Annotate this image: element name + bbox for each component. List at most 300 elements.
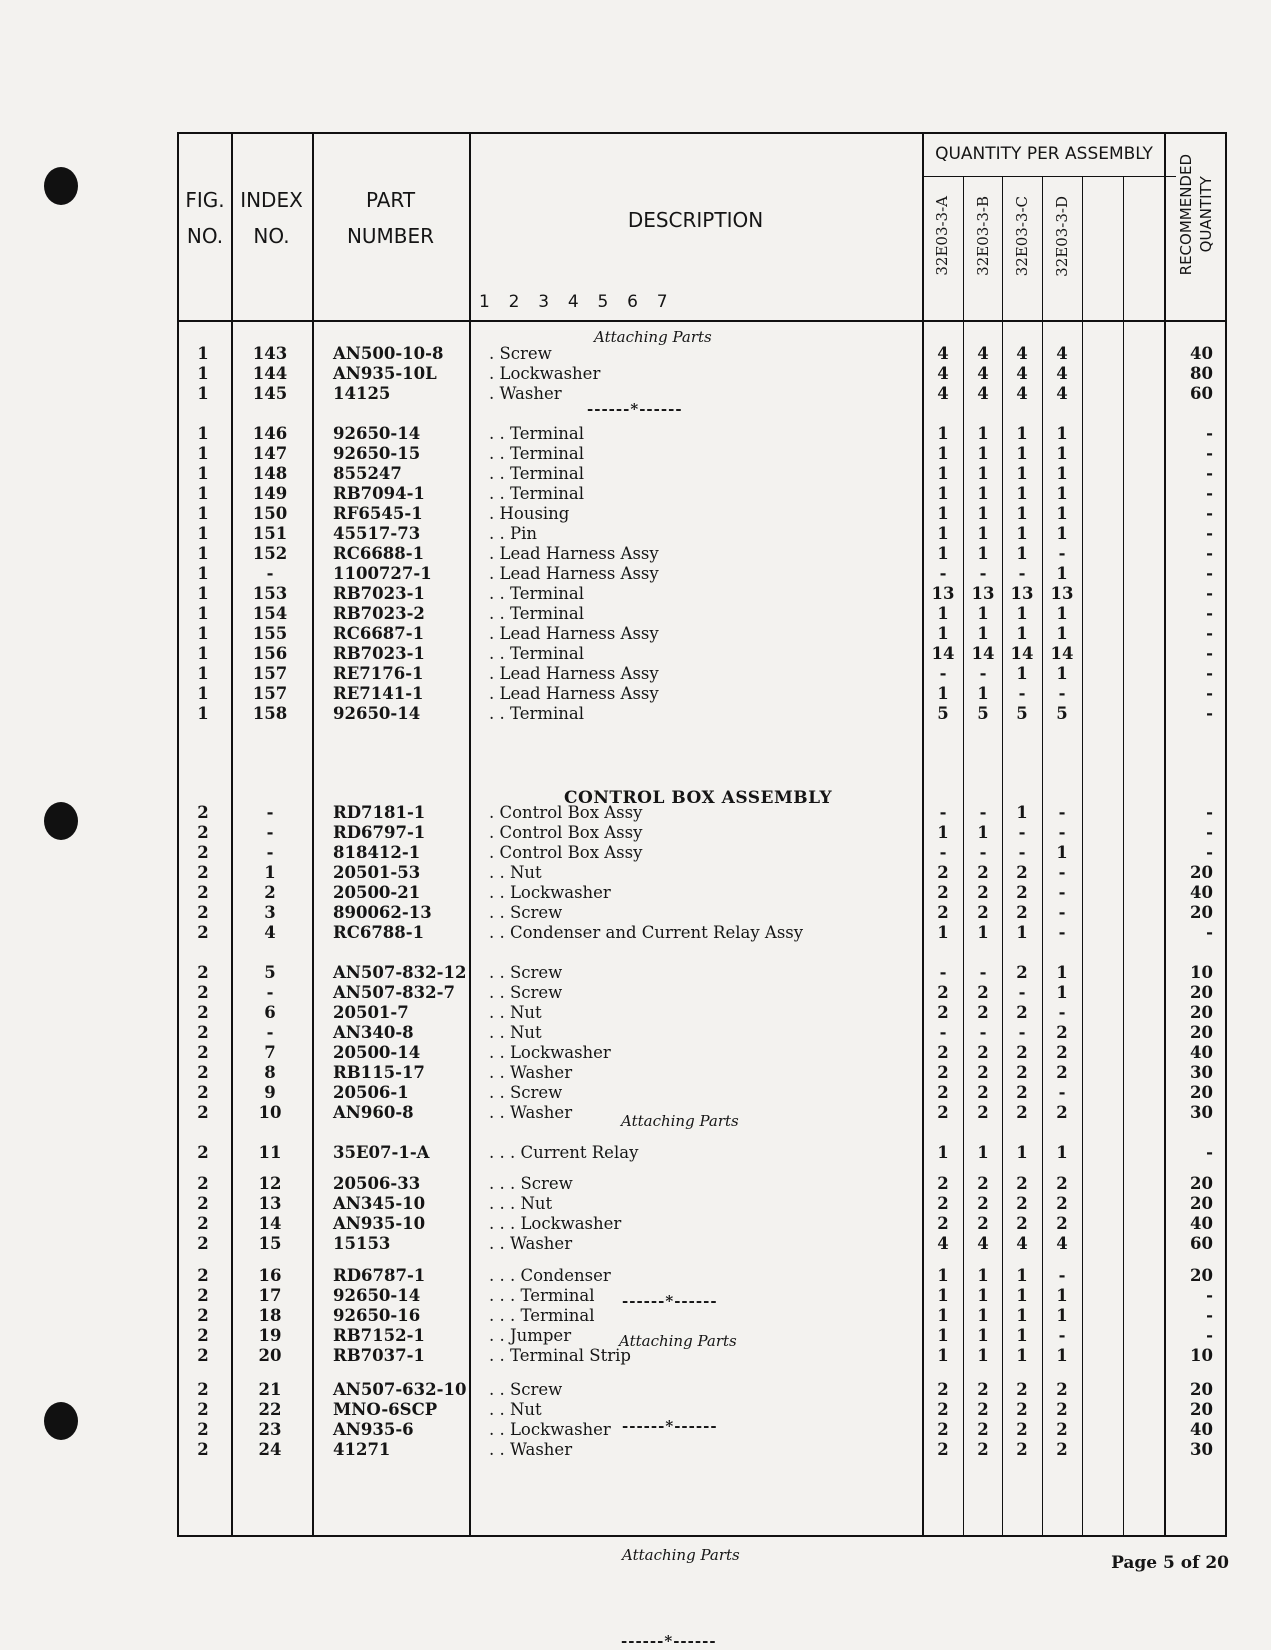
quantity-cell: 2 [977, 1174, 989, 1193]
description-cell: . . . Condenser [489, 1266, 611, 1285]
quantity-cell: - [1058, 903, 1066, 922]
quantity-cell: - [1058, 863, 1066, 882]
part-number-cell: 20500-14 [333, 1043, 421, 1062]
quantity-cell: 1 [977, 424, 989, 443]
quantity-cell: 1 [977, 444, 989, 463]
fig-no-cell: 2 [197, 1380, 209, 1399]
quantity-cell: - [1018, 684, 1026, 703]
recommended-quantity-cell: - [1206, 1326, 1213, 1345]
fig-no-cell: 2 [197, 963, 209, 982]
description-cell: . . Washer [489, 1440, 573, 1459]
part-number-cell: AN500-10-8 [333, 344, 444, 363]
recommended-quantity-cell: - [1206, 504, 1213, 523]
index-no-cell: 145 [252, 384, 288, 403]
part-number-cell: RD6787-1 [333, 1266, 426, 1285]
punch-hole-top [44, 167, 78, 205]
quantity-cell: 2 [937, 1440, 949, 1459]
quantity-cell: 2 [937, 1103, 949, 1122]
recommended-quantity-cell: - [1206, 484, 1213, 503]
part-number-cell: RC6688-1 [333, 544, 425, 563]
quantity-cell: 1 [1056, 1143, 1068, 1162]
quantity-cell: 1 [1016, 1286, 1028, 1305]
recommended-quantity-cell: - [1206, 803, 1213, 822]
header-index-no: INDEX NO. [240, 188, 303, 248]
description-cell: . . . Lockwasher [489, 1214, 622, 1233]
fig-no-cell: 2 [197, 1194, 209, 1213]
quantity-cell: 2 [1056, 1420, 1068, 1439]
fig-no-cell: 2 [197, 1174, 209, 1193]
part-number-cell: 92650-15 [333, 444, 421, 463]
quantity-cell: 2 [977, 883, 989, 902]
description-cell: . . Jumper [489, 1326, 572, 1345]
description-cell: . . Terminal [489, 464, 585, 483]
table-row [179, 584, 1225, 604]
quantity-cell: 1 [977, 1143, 989, 1162]
quantity-cell: - [939, 1023, 947, 1042]
index-no-cell: 156 [252, 644, 288, 663]
description-cell: . . . Terminal [489, 1306, 595, 1325]
quantity-cell: 4 [977, 384, 989, 403]
quantity-cell: 14 [931, 644, 955, 663]
description-cell: . . Screw [489, 983, 563, 1002]
description-cell: . . Lockwasher [489, 1043, 611, 1062]
part-number-cell: RB7023-1 [333, 584, 425, 603]
index-no-cell: 149 [252, 484, 288, 503]
quantity-cell: 1 [977, 464, 989, 483]
quantity-cell: - [1018, 983, 1026, 1002]
quantity-cell: 2 [1056, 1063, 1068, 1082]
description-cell: . . Terminal [489, 444, 585, 463]
table-row [179, 983, 1225, 1003]
quantity-cell: 1 [937, 424, 949, 443]
recommended-quantity-cell: - [1206, 624, 1213, 643]
recommended-quantity-cell: 20 [1190, 1380, 1213, 1399]
quantity-cell: 1 [977, 1346, 989, 1365]
header-indent-levels: 1 2 3 4 5 6 7 [479, 292, 668, 312]
quantity-cell: 1 [1016, 604, 1028, 623]
quantity-cell: 1 [1056, 504, 1068, 523]
index-no-cell: 143 [252, 344, 288, 363]
quantity-cell: 2 [977, 1194, 989, 1213]
recommended-quantity-cell: 20 [1190, 1266, 1213, 1285]
index-no-cell: - [266, 983, 274, 1002]
recommended-quantity-cell: - [1206, 564, 1213, 583]
quantity-cell: 1 [937, 923, 949, 942]
table-row [179, 823, 1225, 843]
description-cell: . . Terminal Strip [489, 1346, 631, 1365]
quantity-cell: 1 [1056, 983, 1068, 1002]
part-number-cell: RB7023-1 [333, 644, 425, 663]
header-model-b: 32E03-3-B [974, 196, 992, 276]
part-number-cell: MNO-6SCP [333, 1400, 438, 1419]
quantity-cell: 2 [1016, 863, 1028, 882]
quantity-cell: 1 [1056, 963, 1068, 982]
quantity-cell: 2 [977, 1440, 989, 1459]
quantity-cell: 2 [937, 1214, 949, 1233]
quantity-cell: 1 [977, 504, 989, 523]
attaching-parts-label: Attaching Parts [594, 328, 712, 346]
quantity-cell: 1 [1056, 424, 1068, 443]
quantity-cell: 2 [977, 1063, 989, 1082]
recommended-quantity-cell: 10 [1190, 1346, 1213, 1365]
description-cell: . . . Screw [489, 1174, 573, 1193]
quantity-cell: 1 [937, 624, 949, 643]
index-no-cell: 13 [258, 1194, 282, 1213]
quantity-cell: 1 [937, 604, 949, 623]
header-fig-no: FIG. NO. [185, 188, 225, 248]
quantity-cell: 1 [1016, 664, 1028, 683]
table-row [179, 444, 1225, 464]
quantity-cell: 2 [977, 1003, 989, 1022]
table-row [179, 364, 1225, 384]
quantity-cell: - [1058, 1266, 1066, 1285]
part-number-cell: AN507-832-7 [333, 983, 455, 1002]
quantity-cell: 2 [1016, 1194, 1028, 1213]
quantity-cell: 2 [937, 1003, 949, 1022]
quantity-cell: 1 [1016, 1326, 1028, 1345]
index-no-cell: 10 [258, 1103, 282, 1122]
quantity-cell: 2 [1056, 1380, 1068, 1399]
index-no-cell: 22 [258, 1400, 282, 1419]
quantity-cell: 14 [971, 644, 995, 663]
quantity-cell: - [1058, 684, 1066, 703]
index-no-cell: 9 [264, 1083, 276, 1102]
quantity-cell: 2 [937, 1174, 949, 1193]
quantity-cell: 2 [937, 983, 949, 1002]
part-number-cell: 92650-14 [333, 704, 421, 723]
quantity-cell: 1 [937, 1266, 949, 1285]
description-cell: . . Screw [489, 903, 563, 922]
quantity-cell: - [939, 564, 947, 583]
table-row [179, 704, 1225, 724]
quantity-cell: 1 [937, 444, 949, 463]
quantity-cell: 2 [977, 863, 989, 882]
table-row [179, 1306, 1225, 1326]
fig-no-cell: 2 [197, 1143, 209, 1162]
quantity-cell: 1 [937, 1326, 949, 1345]
quantity-cell: 2 [1016, 1174, 1028, 1193]
recommended-quantity-cell: 20 [1190, 1083, 1213, 1102]
table-row [179, 1174, 1225, 1194]
index-no-cell: 14 [258, 1214, 282, 1233]
table-row [179, 424, 1225, 444]
fig-no-cell: 1 [197, 464, 209, 483]
quantity-cell: 5 [977, 704, 989, 723]
quantity-cell: 2 [1056, 1174, 1068, 1193]
index-no-cell: 2 [264, 883, 276, 902]
index-no-cell: 146 [252, 424, 288, 443]
quantity-cell: 1 [937, 484, 949, 503]
quantity-cell: 1 [1016, 504, 1028, 523]
quantity-cell: 4 [977, 1234, 989, 1253]
index-no-cell: 7 [264, 1043, 276, 1062]
part-number-cell: RE7176-1 [333, 664, 424, 683]
quantity-cell: 1 [937, 504, 949, 523]
index-no-cell: 15 [258, 1234, 282, 1253]
description-cell: . . . Terminal [489, 1286, 595, 1305]
index-no-cell: 6 [264, 1003, 276, 1022]
quantity-cell: 13 [931, 584, 955, 603]
quantity-cell: 1 [1016, 424, 1028, 443]
index-no-cell: 3 [264, 903, 276, 922]
index-no-cell: 155 [252, 624, 288, 643]
table-row [179, 803, 1225, 823]
table-row [179, 1023, 1225, 1043]
quantity-cell: 2 [937, 1400, 949, 1419]
table-row [179, 604, 1225, 624]
quantity-cell: 1 [1056, 1346, 1068, 1365]
recommended-quantity-cell: - [1206, 424, 1213, 443]
table-row [179, 1083, 1225, 1103]
recommended-quantity-cell: 30 [1190, 1440, 1213, 1459]
fig-no-cell: 1 [197, 544, 209, 563]
quantity-cell: 2 [977, 1043, 989, 1062]
table-row [179, 843, 1225, 863]
index-no-cell: 16 [258, 1266, 282, 1285]
description-cell: . . Nut [489, 1400, 542, 1419]
table-row [179, 624, 1225, 644]
index-no-cell: 24 [258, 1440, 282, 1459]
fig-no-cell: 2 [197, 883, 209, 902]
recommended-quantity-cell: - [1206, 704, 1213, 723]
recommended-quantity-cell: 30 [1190, 1103, 1213, 1122]
part-number-cell: AN507-632-10 [333, 1380, 467, 1399]
index-no-cell: - [266, 843, 274, 862]
part-number-cell: RB7152-1 [333, 1326, 425, 1345]
recommended-quantity-cell: - [1206, 843, 1213, 862]
quantity-cell: 2 [977, 903, 989, 922]
quantity-cell: 1 [977, 1326, 989, 1345]
quantity-cell: 4 [977, 344, 989, 363]
table-row [179, 1003, 1225, 1023]
fig-no-cell: 1 [197, 664, 209, 683]
quantity-cell: 2 [1016, 1400, 1028, 1419]
index-no-cell: 150 [252, 504, 288, 523]
quantity-cell: 1 [977, 823, 989, 842]
recommended-quantity-cell: - [1206, 464, 1213, 483]
description-cell: . . Washer [489, 1063, 573, 1082]
quantity-cell: 4 [1056, 364, 1068, 383]
index-no-cell: 154 [252, 604, 288, 623]
quantity-cell: 1 [977, 923, 989, 942]
quantity-cell: 5 [1016, 704, 1028, 723]
recommended-quantity-cell: 40 [1190, 1214, 1213, 1233]
quantity-cell: 1 [1056, 664, 1068, 683]
fig-no-cell: 2 [197, 903, 209, 922]
quantity-cell: 1 [1056, 484, 1068, 503]
header-recommended-quantity: RECOMMENDED QUANTITY [1177, 154, 1215, 276]
quantity-cell: 2 [1056, 1214, 1068, 1233]
quantity-cell: 2 [937, 863, 949, 882]
fig-no-cell: 2 [197, 1400, 209, 1419]
description-cell: . Lead Harness Assy [489, 564, 659, 583]
part-number-cell: 92650-16 [333, 1306, 421, 1325]
quantity-cell: 2 [1016, 1043, 1028, 1062]
recommended-quantity-cell: 20 [1190, 1023, 1213, 1042]
quantity-cell: 1 [937, 1346, 949, 1365]
part-number-cell: 20501-53 [333, 863, 421, 882]
recommended-quantity-cell: 60 [1190, 1234, 1213, 1253]
recommended-quantity-cell: 20 [1190, 863, 1213, 882]
quantity-cell: 14 [1050, 644, 1074, 663]
quantity-cell: 1 [1016, 624, 1028, 643]
index-no-cell: 12 [258, 1174, 282, 1193]
description-cell: . Screw [489, 344, 552, 363]
separator-line: ------*------ [622, 1292, 718, 1310]
description-cell: . . Terminal [489, 424, 585, 443]
fig-no-cell: 1 [197, 504, 209, 523]
fig-no-cell: 1 [197, 444, 209, 463]
description-cell: . Control Box Assy [489, 823, 643, 842]
fig-no-cell: 1 [197, 704, 209, 723]
page-number: Page 5 of 20 [1111, 1553, 1229, 1573]
quantity-cell: - [939, 843, 947, 862]
fig-no-cell: 2 [197, 1420, 209, 1439]
description-cell: . . Terminal [489, 644, 585, 663]
quantity-cell: 1 [1056, 624, 1068, 643]
quantity-cell: 1 [937, 684, 949, 703]
part-number-cell: RC6687-1 [333, 624, 425, 643]
quantity-cell: 2 [1016, 1083, 1028, 1102]
part-number-cell: RF6545-1 [333, 504, 423, 523]
quantity-cell: 2 [977, 1400, 989, 1419]
part-number-cell: 45517-73 [333, 524, 421, 543]
recommended-quantity-cell: 20 [1190, 983, 1213, 1002]
header-model-a: 32E03-3-A [933, 196, 951, 276]
quantity-cell: 1 [977, 624, 989, 643]
index-no-cell: 21 [258, 1380, 282, 1399]
part-number-cell: 20506-1 [333, 1083, 409, 1102]
quantity-cell: 2 [1016, 1420, 1028, 1439]
recommended-quantity-cell: - [1206, 664, 1213, 683]
index-no-cell: - [266, 803, 274, 822]
index-no-cell: 157 [252, 684, 288, 703]
quantity-cell: - [979, 1023, 987, 1042]
table-row [179, 863, 1225, 883]
description-cell: . . Nut [489, 1003, 542, 1022]
quantity-cell: 1 [1056, 1286, 1068, 1305]
index-no-cell: 5 [264, 963, 276, 982]
quantity-cell: 1 [1016, 1266, 1028, 1285]
index-no-cell: - [266, 823, 274, 842]
separator-line: ------*------ [622, 1417, 718, 1435]
index-no-cell: 157 [252, 664, 288, 683]
fig-no-cell: 2 [197, 1003, 209, 1022]
quantity-cell: 13 [1010, 584, 1034, 603]
description-cell: . . Condenser and Current Relay Assy [489, 923, 804, 942]
quantity-cell: 1 [977, 524, 989, 543]
quantity-cell: - [1058, 923, 1066, 942]
quantity-cell: - [979, 664, 987, 683]
table-row [179, 1266, 1225, 1286]
quantity-cell: - [1058, 823, 1066, 842]
table-row [179, 1234, 1225, 1254]
quantity-cell: 4 [1056, 1234, 1068, 1253]
separator-line: ------*------ [587, 400, 683, 418]
recommended-quantity-cell: - [1206, 544, 1213, 563]
part-number-cell: 15153 [333, 1234, 391, 1253]
quantity-cell: 2 [937, 1380, 949, 1399]
fig-no-cell: 2 [197, 1023, 209, 1042]
quantity-cell: 5 [1056, 704, 1068, 723]
quantity-cell: 13 [1050, 584, 1074, 603]
part-number-cell: 20501-7 [333, 1003, 409, 1022]
recommended-quantity-cell: - [1206, 524, 1213, 543]
fig-no-cell: 2 [197, 1306, 209, 1325]
quantity-cell: 4 [937, 344, 949, 363]
table-row [179, 1346, 1225, 1366]
index-no-cell: 23 [258, 1420, 282, 1439]
table-row [179, 1194, 1225, 1214]
quantity-cell: 1 [977, 544, 989, 563]
quantity-cell: 4 [1056, 344, 1068, 363]
recommended-quantity-cell: - [1206, 923, 1213, 942]
description-cell: . . Screw [489, 963, 563, 982]
quantity-cell: 1 [1016, 484, 1028, 503]
table-row [179, 1043, 1225, 1063]
quantity-cell: 1 [1056, 444, 1068, 463]
quantity-cell: 2 [1016, 1214, 1028, 1233]
part-number-cell: RC6788-1 [333, 923, 425, 942]
part-number-cell: RD7181-1 [333, 803, 426, 822]
quantity-cell: 2 [937, 883, 949, 902]
quantity-cell: 1 [1056, 1306, 1068, 1325]
fig-no-cell: 2 [197, 1346, 209, 1365]
description-cell: . Control Box Assy [489, 843, 643, 862]
fig-no-cell: 2 [197, 1214, 209, 1233]
separator-line: ------*------ [621, 1632, 717, 1650]
description-cell: . . Lockwasher [489, 1420, 611, 1439]
fig-no-cell: 1 [197, 624, 209, 643]
part-number-cell: 855247 [333, 464, 402, 483]
punch-hole-middle [44, 802, 78, 840]
quantity-cell: - [939, 664, 947, 683]
table-row [179, 903, 1225, 923]
quantity-cell: 4 [1016, 364, 1028, 383]
attaching-parts-label: Attaching Parts [622, 1546, 740, 1564]
index-no-cell: 17 [258, 1286, 282, 1305]
description-cell: . Lockwasher [489, 364, 601, 383]
table-row [179, 1326, 1225, 1346]
fig-no-cell: 2 [197, 983, 209, 1002]
part-number-cell: RB7094-1 [333, 484, 425, 503]
fig-no-cell: 1 [197, 604, 209, 623]
quantity-cell: 4 [1016, 1234, 1028, 1253]
quantity-cell: 2 [937, 1420, 949, 1439]
part-number-cell: 41271 [333, 1440, 391, 1459]
recommended-quantity-cell: 80 [1190, 364, 1213, 383]
recommended-quantity-cell: - [1206, 823, 1213, 842]
index-no-cell: 151 [252, 524, 288, 543]
fig-no-cell: 1 [197, 344, 209, 363]
quantity-cell: 4 [977, 364, 989, 383]
index-no-cell: 8 [264, 1063, 276, 1082]
quantity-cell: 4 [1016, 344, 1028, 363]
quantity-cell: - [1018, 843, 1026, 862]
quantity-cell: 1 [1016, 444, 1028, 463]
description-cell: . . Nut [489, 1023, 542, 1042]
part-number-cell: 818412-1 [333, 843, 421, 862]
recommended-quantity-cell: - [1206, 584, 1213, 603]
index-no-cell: 11 [258, 1143, 282, 1162]
part-number-cell: 14125 [333, 384, 391, 403]
quantity-cell: 1 [1016, 464, 1028, 483]
recommended-quantity-cell: 60 [1190, 384, 1213, 403]
quantity-cell: - [1058, 883, 1066, 902]
quantity-cell: 1 [1056, 524, 1068, 543]
quantity-cell: 2 [1016, 903, 1028, 922]
description-cell: . Control Box Assy [489, 803, 643, 822]
